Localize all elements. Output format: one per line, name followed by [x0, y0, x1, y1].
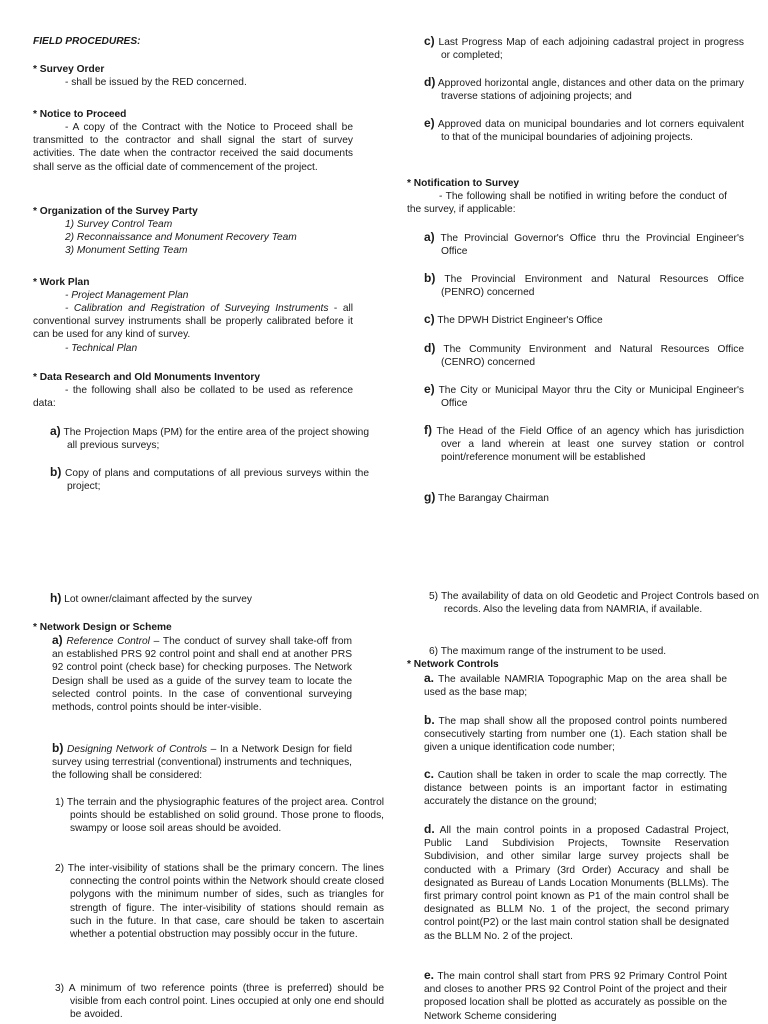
- item-marker: g): [424, 490, 436, 504]
- survey-order-heading: * Survey Order: [33, 64, 105, 75]
- item-marker: a): [52, 633, 63, 647]
- item-marker: c.: [424, 767, 435, 781]
- work-plan-item-2: [33, 302, 353, 342]
- notification-intro: - The following shall be notified in writing before the conduct of the survey, if applicable:: [407, 191, 727, 216]
- item-marker: c): [424, 34, 435, 48]
- network-design-item-2: [38, 862, 384, 941]
- item-marker: e): [424, 382, 435, 396]
- item-marker: d): [424, 75, 436, 89]
- network-design-item-5: [412, 590, 759, 616]
- work-plan-item-2-title: - Calibration and Registration of Surveying Instruments: [65, 303, 329, 314]
- item-text: The availability of data on old Geodetic and Project Controls based on records. Also the leveling data from NAMRIA, if available.: [438, 591, 759, 616]
- item-text: The available NAMRIA Topographic Map on the area shall be used as the base map;: [424, 674, 727, 699]
- item-marker: a): [424, 230, 435, 244]
- item-title: Reference Control: [62, 636, 150, 647]
- data-research-intro: - the following shall also be collated to be used as reference data:: [33, 385, 353, 410]
- notification-item-c: [424, 313, 744, 327]
- data-research-heading: * Data Research and Old Monuments Inventory: [33, 372, 261, 383]
- item-marker: d.: [424, 822, 435, 836]
- network-controls-item-e: [424, 969, 727, 1023]
- work-plan-item-3: - Technical Plan: [65, 343, 138, 354]
- organization-item-2: 2) Reconnaissance and Monument Recovery Team: [65, 232, 297, 243]
- network-controls-item-a: [424, 672, 727, 699]
- item-number: 3): [55, 983, 65, 994]
- item-text: The City or Municipal Mayor thru the City or Municipal Engineer's Office: [434, 385, 744, 410]
- network-controls-item-c: [424, 768, 727, 809]
- network-controls-item-d: [424, 823, 729, 943]
- data-research-item-d: [424, 76, 744, 103]
- item-title: Designing Network of Controls: [63, 744, 208, 755]
- item-text: The Barangay Chairman: [435, 493, 549, 504]
- organization-item-3: 3) Monument Setting Team: [65, 245, 188, 256]
- notice-to-proceed-text: - A copy of the Contract with the Notice to Proceed shall be transmitted to the contractor and shall signal the start of survey activities. The date when the contractor received the said documents shall serve as the official date of commencement of the project.: [33, 122, 353, 173]
- data-research-item-a: [50, 425, 369, 452]
- item-marker: e): [424, 116, 435, 130]
- network-design-item-1: [38, 796, 384, 836]
- item-marker: b): [50, 465, 62, 479]
- item-marker: a.: [424, 671, 435, 685]
- item-number: 6): [429, 646, 439, 657]
- item-text: The Provincial Environment and Natural Resources Office (PENRO) concerned: [435, 274, 744, 299]
- item-text: Last Progress Map of each adjoining cadastral project in progress or completed;: [434, 37, 744, 62]
- notification-item-h: [50, 592, 352, 606]
- item-text: The Projection Maps (PM) for the entire area of the project showing all previous surveys;: [60, 427, 369, 452]
- work-plan-item-2-text: - all conventional survey instruments shall be properly calibrated before it can be used for any kind of survey.: [33, 303, 354, 341]
- data-research-item-e: [424, 117, 744, 144]
- item-text: Approved data on municipal boundaries and lot corners equivalent to that of the municipal boundaries of adjoining projects.: [434, 119, 744, 144]
- item-marker: b): [424, 271, 436, 285]
- item-text: Approved horizontal angle, distances and other data on the primary traverse stations of adjoining projects; and: [435, 78, 744, 103]
- network-design-item-a: [52, 634, 352, 714]
- notification-item-e: [424, 383, 744, 410]
- notification-item-g: [424, 491, 744, 505]
- organization-item-1: 1) Survey Control Team: [65, 219, 173, 230]
- item-text: The Head of the Field Office of an agency which has jurisdiction over a land wherein at least one survey station or control point/reference monument will be established: [432, 426, 744, 464]
- item-text: – In a Network Design for field survey using terrestrial (conventional) instruments and techniques, the following shall be considered:: [52, 744, 353, 782]
- item-marker: b.: [424, 713, 435, 727]
- item-number: 5): [429, 591, 439, 602]
- network-design-item-b: [52, 742, 352, 783]
- item-text: A minimum of two reference points (three is preferred) should be visible from each control point. Lines occupied at only one end should be avoided.: [64, 983, 384, 1021]
- notice-to-proceed-heading: * Notice to Proceed: [33, 109, 127, 120]
- item-marker: f): [424, 423, 432, 437]
- notification-item-f: [424, 424, 744, 465]
- item-text: The inter-visibility of stations shall be the primary concern. The lines connecting the control points within the Network should create closed polygons with the minimum number of sides, such as triangles for strength of figure. The inter-visibility of stations should remain as such in the future. In that case, care should be taken to ascertain whether a potential obstruction may possibly occur in the future.: [64, 863, 384, 941]
- data-research-item-c: [424, 35, 744, 62]
- data-research-item-b: [50, 466, 369, 493]
- network-design-item-3: [38, 982, 384, 1022]
- item-marker: c): [424, 312, 435, 326]
- item-marker: h): [50, 591, 62, 605]
- item-marker: a): [50, 424, 61, 438]
- network-controls-item-b: [424, 714, 727, 755]
- item-marker: b): [52, 741, 64, 755]
- notification-item-b: [424, 272, 744, 299]
- network-controls-heading: * Network Controls: [407, 659, 499, 670]
- notification-heading: * Notification to Survey: [407, 178, 520, 189]
- item-text: The map shall show all the proposed control points numbered consecutively starting from number one (1). Each station shall be given a unique identification code number;: [424, 716, 727, 754]
- notification-item-d: [424, 342, 744, 369]
- item-text: All the main control points in a proposed Cadastral Project, Public Land Subdivision Projects, Townsite Reservation Subdivision, and other similar large survey projects shall be conducted with a Primary (3rd Order) Accuracy and shall be designated as Bureau of Lands Location Monuments (BLLMs). The first primary control point known as P1 of the main control shall be designated as BLLM No. 1 of the project, the second primary control point(P2) or the last main control station shall be designated as the BLLM No. 2 of the project.: [424, 825, 729, 942]
- item-text: Copy of plans and computations of all previous surveys within the project;: [61, 468, 369, 493]
- network-design-item-6: [412, 645, 759, 658]
- organization-heading: * Organization of the Survey Party: [33, 206, 198, 217]
- item-number: 2): [55, 863, 65, 874]
- item-text: The Community Environment and Natural Resources Office (CENRO) concerned: [435, 344, 744, 369]
- item-text: The DPWH District Engineer's Office: [434, 315, 603, 326]
- item-text: – The conduct of survey shall take-off from an established PRS 92 control point and shall end at another PRS 92 control point (check base) for checking purposes. The Network Design shall be used as a guide of the survey team to locate the selected control points. In the case of conventional surveying methods, control points should be inter-visible.: [52, 636, 352, 714]
- item-text: Caution shall be taken in order to scale the map correctly. The distance between points is an important factor in estimating accurately the distance on the ground;: [424, 770, 727, 808]
- item-number: 1): [55, 797, 65, 808]
- page-title: FIELD PROCEDURES:: [33, 36, 141, 47]
- work-plan-heading: * Work Plan: [33, 277, 90, 288]
- work-plan-item-1: - Project Management Plan: [65, 290, 189, 301]
- item-text: The terrain and the physiographic features of the project area. Control points should be established on solid ground. Those prone to floods, swampy or loose soil areas should be avoided.: [64, 797, 384, 835]
- item-text: The main control shall start from PRS 92 Primary Control Point and closes to another PRS 92 Control Point of the project and their proposed location shall be plotted as accurately as possible on the Network Scheme considering: [424, 971, 727, 1022]
- item-marker: e.: [424, 968, 435, 982]
- network-design-heading: * Network Design or Scheme: [33, 622, 172, 633]
- item-text: The maximum range of the instrument to be used.: [438, 646, 667, 657]
- survey-order-text: - shall be issued by the RED concerned.: [65, 77, 247, 88]
- item-text: Lot owner/claimant affected by the survey: [61, 594, 252, 605]
- notification-item-a: [424, 231, 744, 258]
- item-marker: d): [424, 341, 436, 355]
- item-text: The Provincial Governor's Office thru the Provincial Engineer's Office: [434, 233, 744, 258]
